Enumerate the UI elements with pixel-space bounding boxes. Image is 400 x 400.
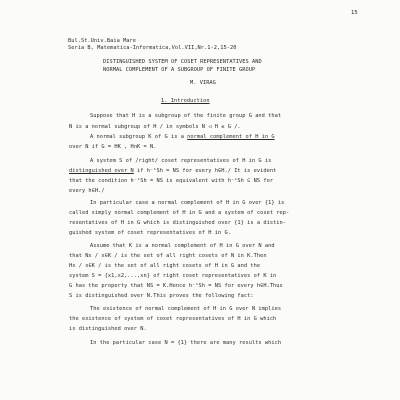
body-line: is distinguished over N. — [69, 326, 147, 332]
body-line: that the condition h⁻¹Sh = NS is equivalent with h⁻¹Sh ⊆ NS for — [69, 178, 274, 184]
page-number: 15 — [351, 10, 358, 16]
body-line: In particular case a normal complement of H in G over {1} is — [90, 200, 285, 206]
body-line: N is a normal subgroup of H / in symbols N ◁ H ≤ G /. — [69, 124, 241, 130]
defined-term: normal complement of H in G — [187, 134, 275, 140]
body-line: Suppose that H is a subgroup of the finite group G and that — [90, 113, 282, 119]
body-line — [90, 134, 275, 140]
section-heading: 1. Introduction — [161, 98, 210, 104]
journal-line-2: Seria B, Matematica-Informatica,Vol.VII,Nr.1-2,15-20 — [68, 45, 237, 51]
body-line: system S = {x1,x2,...,xn} of right coset representatives of K in — [69, 273, 277, 279]
paper-title-line-1: DISTINGUISHED SYSTEM OF COSET REPRESENTATIVES AND — [103, 59, 262, 65]
body-line: that Nx / x∈K / is the set of all right cosets of N in K.Then — [69, 253, 267, 259]
body-line: G has the property that NS = K.Hence h⁻¹Sh = NS for every h∈H.Thus — [69, 283, 283, 289]
body-line — [69, 168, 276, 174]
body-line: every h∈H./ — [69, 188, 105, 194]
body-line: called simply normal complement of H in G and a system of coset rep- — [69, 210, 290, 216]
body-text: A normal subgroup K of G is a — [90, 134, 188, 140]
defined-term: distinguished over N — [69, 168, 134, 174]
body-line: S is distinguished over N.This proves the following fact: — [69, 293, 254, 299]
body-line: In the particular case N = {1} there are many results which — [90, 340, 282, 346]
body-line: guished system of coset representatives of H in G. — [69, 230, 231, 236]
body-line: resentatives of H in G which is distinguished over {1} is a distin- — [69, 220, 287, 226]
body-line: The existence of normal complement of H in G over N implies — [90, 306, 282, 312]
body-line: over N if G = HK , H∩K = N. — [69, 144, 157, 150]
journal-line-1: Bul.St.Univ.Baia Mare — [68, 38, 137, 44]
author-name: M. VIRAG — [190, 80, 216, 86]
body-line: Assume that K is a normal complement of H in G over N and — [90, 243, 275, 249]
body-line: A system S of /right/ coset representatives of H in G is — [90, 158, 272, 164]
body-text: if h⁻¹Sh = NS for every h∈H./ It is evident — [133, 168, 277, 174]
body-line: the existence of system of coset representatives of H in G which — [69, 316, 277, 322]
paper-title-line-2: NORMAL COMPLEMENT OF A SUBGROUP OF FINITE GROUP — [103, 67, 256, 73]
body-line: Hx / x∈K / is the set of all right cosets of H in G and the — [69, 263, 261, 269]
